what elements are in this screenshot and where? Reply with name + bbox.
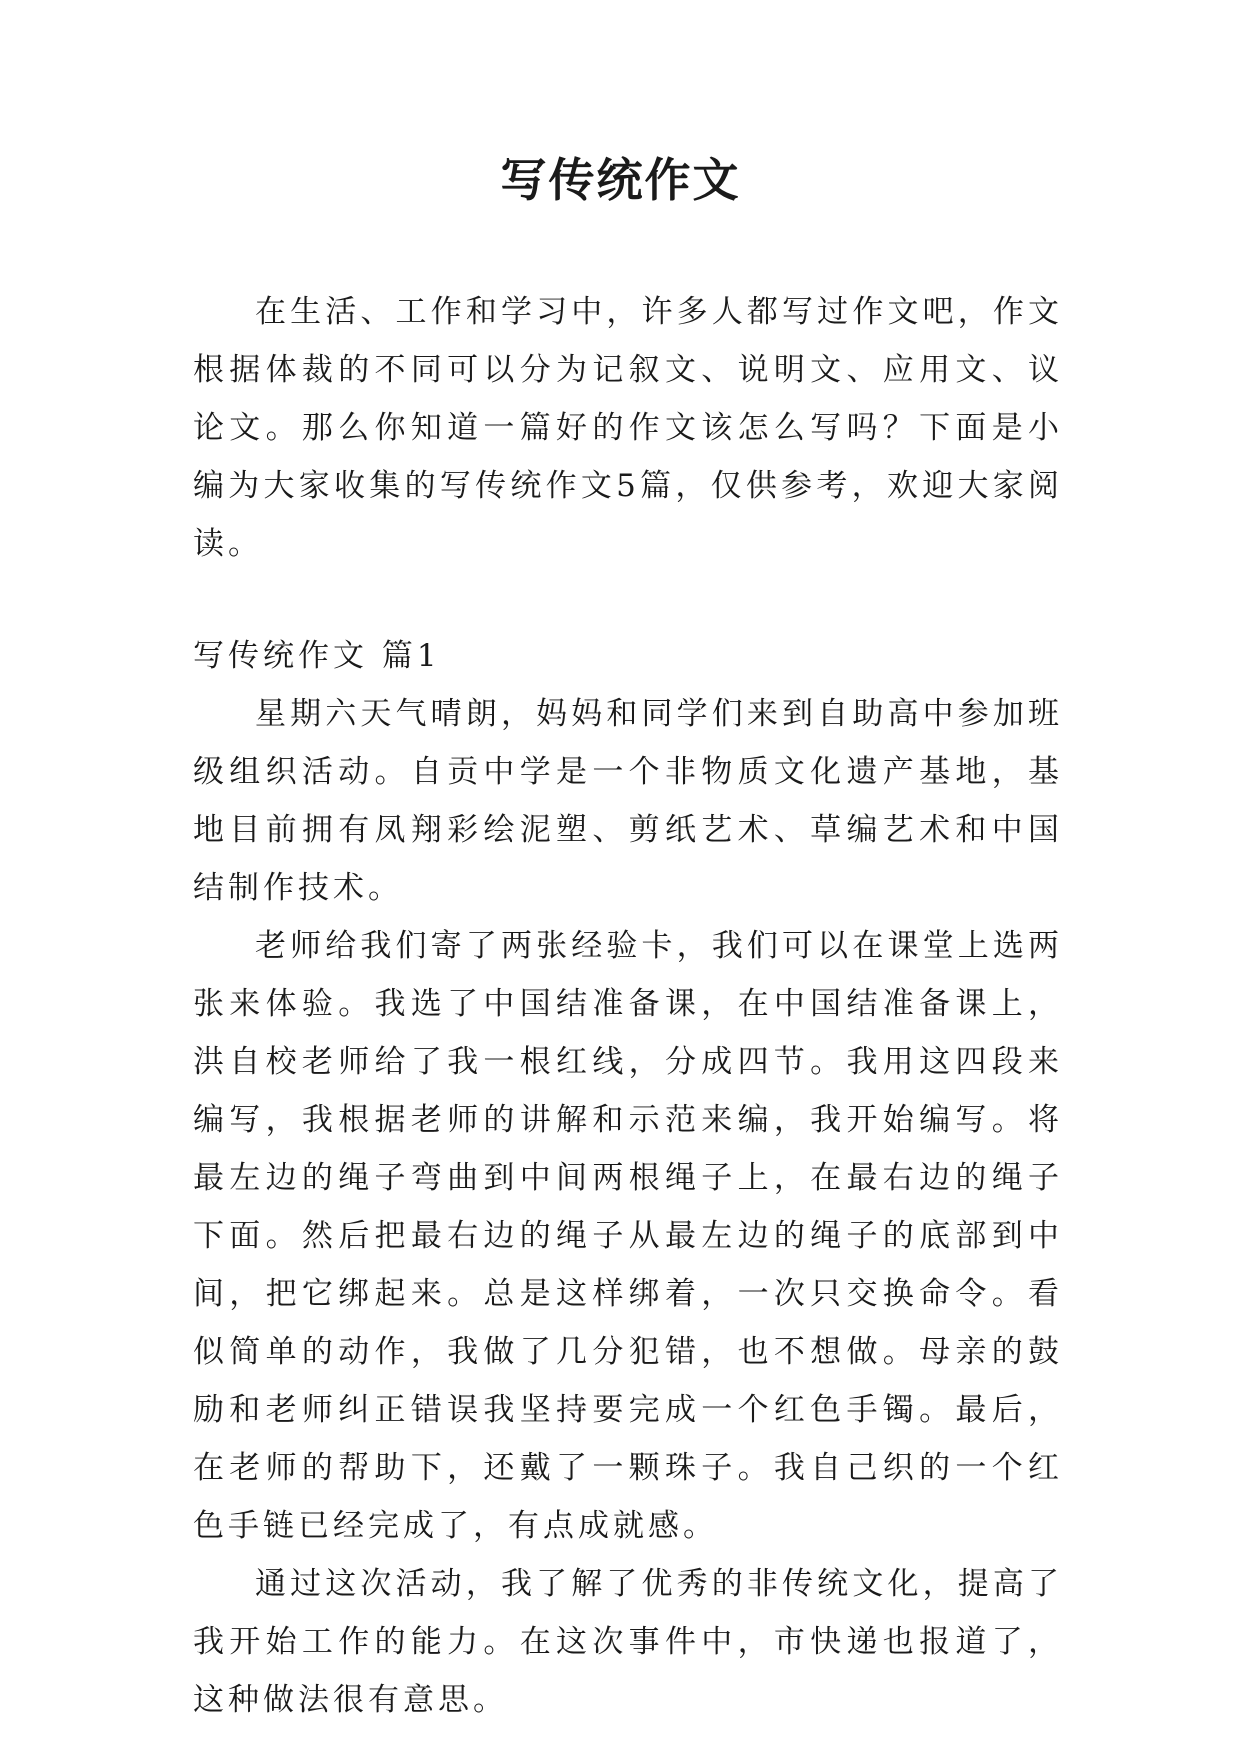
body-paragraph-2: 老师给我们寄了两张经验卡，我们可以在课堂上选两张来体验。我选了中国结准备课，在中国结准备课上，洪自校老师给了我一根红线，分成四节。我用这四段来编写，我根据老师的讲解和示范来编，我开始编写。将最左边的绳子弯曲到中间两根绳子上，在最右边的绳子下面。然后把最右边的绳子从最左边的绳子的底部到中间，把它绑起来。总是这样绑着，一次只交换命令。看似简单的动作，我做了几分犯错，也不想做。母亲的鼓励和老师纠正错误我坚持要完成一个红色手镯。最后，在老师的帮助下，还戴了一颗珠子。我自己织的一个红色手链已经完成了，有点成就感。 <box>193 928 1063 1544</box>
document-body <box>193 283 1063 1729</box>
intro-paragraph: 在生活、工作和学习中，许多人都写过作文吧，作文根据体裁的不同可以分为记叙文、说明文、应用文、议论文。那么你知道一篇好的作文该怎么写吗？下面是小编为大家收集的写传统作文5篇，仅供参考，欢迎大家阅读。 <box>193 294 1063 562</box>
body-paragraph-1: 星期六天气晴朗，妈妈和同学们来到自助高中参加班级组织活动。自贡中学是一个非物质文化遗产基地，基地目前拥有凤翔彩绘泥塑、剪纸艺术、草编艺术和中国结制作技术。 <box>193 696 1063 906</box>
section-spacer <box>193 573 1063 627</box>
body-paragraph-3: 通过这次活动，我了解了优秀的非传统文化，提高了我开始工作的能力。在这次事件中，市快递也报道了，这种做法很有意思。 <box>193 1566 1063 1718</box>
document-title: 写传统作文 <box>500 153 741 207</box>
section-heading: 写传统作文 篇1 <box>193 638 441 674</box>
